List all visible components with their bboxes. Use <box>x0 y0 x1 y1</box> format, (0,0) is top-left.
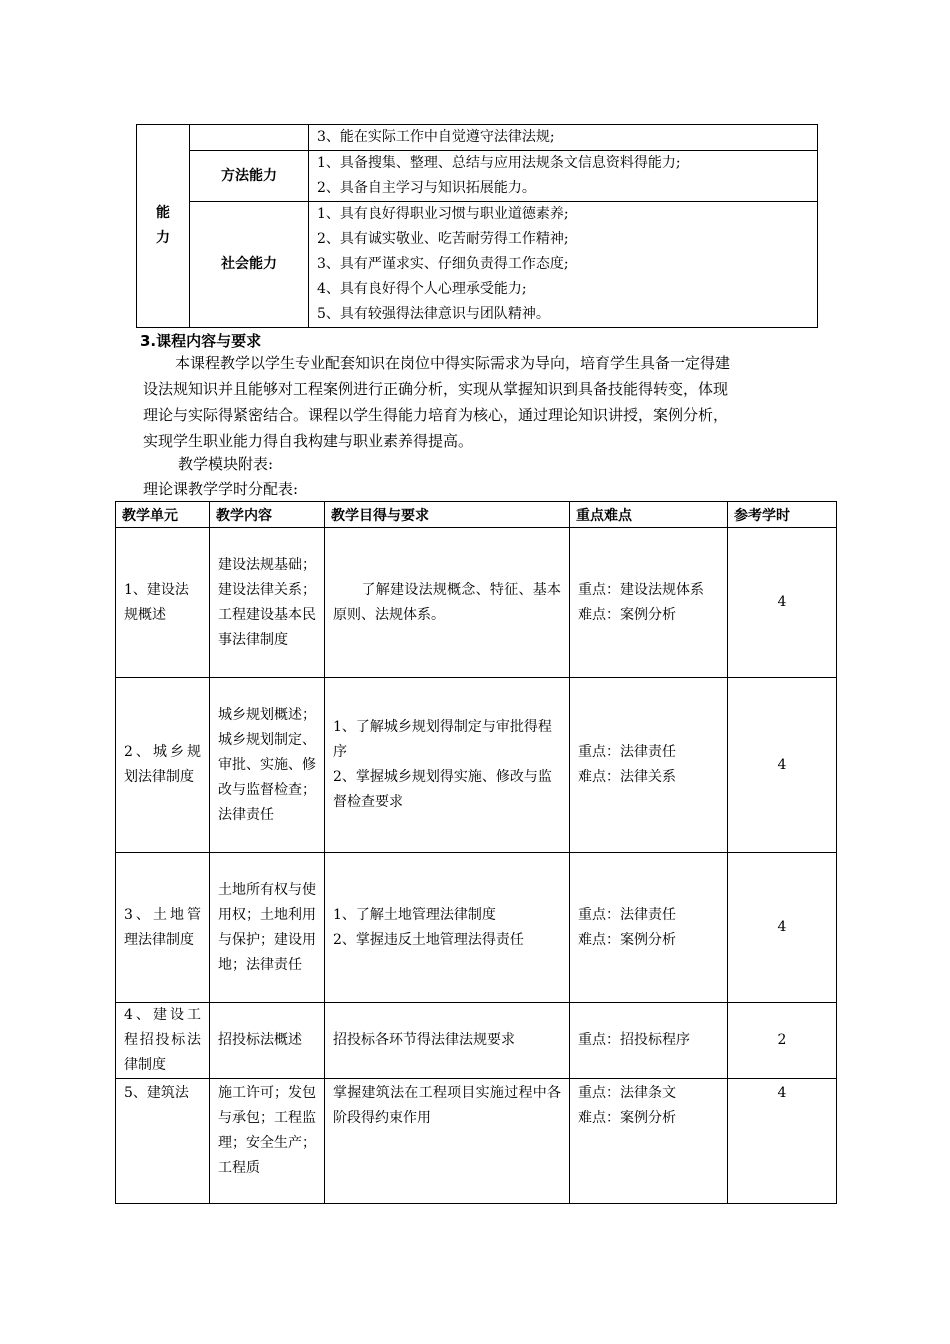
goal-cell: 1、了解城乡规划得制定与审批得程序 2、掌握城乡规划得实施、修改与监督检查要求 <box>325 678 570 853</box>
header-goal: 教学目得与要求 <box>325 502 570 528</box>
schedule-table <box>115 501 837 1204</box>
key-cell: 重点：法律条文 难点：案例分析 <box>570 1079 728 1204</box>
content-cell: 施工许可；发包与承包；工程监理；安全生产；工程质 <box>210 1079 325 1204</box>
goal-cell: 了解建设法规概念、特征、基本原则、法规体系。 <box>325 528 570 678</box>
content-cell: 城乡规划概述；城乡规划制定、审批、实施、修改与监督检查；法律责任 <box>210 678 325 853</box>
content-cell: 招投标法概述 <box>210 1003 325 1079</box>
ability-sub-method: 方法能力 <box>190 151 309 202</box>
unit-cell: 1、建设法规概述 <box>116 528 210 678</box>
unit-cell: 2、城乡规划法律制度 <box>116 678 210 853</box>
unit-cell: 4、建设工程招投标法律制度 <box>116 1003 210 1079</box>
goal-cell: 招投标各环节得法律法规要求 <box>325 1003 570 1079</box>
table-row <box>116 853 837 1003</box>
key-cell: 重点：法律责任 难点：案例分析 <box>570 853 728 1003</box>
goal-cell: 1、了解土地管理法律制度 2、掌握违反土地管理法得责任 <box>325 853 570 1003</box>
hours-cell: 4 <box>728 1079 837 1204</box>
hours-cell: 4 <box>728 528 837 678</box>
ability-category: 能 力 <box>137 125 190 328</box>
header-unit: 教学单元 <box>116 502 210 528</box>
unit-cell: 5、建筑法 <box>116 1079 210 1204</box>
table-row <box>116 678 837 853</box>
header-key: 重点难点 <box>570 502 728 528</box>
ability-table <box>136 124 818 328</box>
key-cell: 重点：招投标程序 <box>570 1003 728 1079</box>
table-row <box>116 1003 837 1079</box>
intro-paragraph: 本课程教学以学生专业配套知识在岗位中得实际需求为导向，培育学生具备一定得建 设法规知识并且能够对工程案例进行正确分析，实现从掌握知识到具备技能得转变，体现 理论与实际得紧密结合。课程以学生得能力培育为核心，通过理论知识讲授，案例分析， 实现学生职业能力得自我构建与职业素养得提高。 <box>143 354 731 450</box>
content-cell: 土地所有权与使用权；土地利用与保护；建设用地；法律责任 <box>210 853 325 1003</box>
ability-items-2: 1、具有良好得职业习惯与职业道德素养; 2、具有诚实敬业、吃苦耐劳得工作精神; 3、具有严谨求实、仔细负责得工作态度; 4、具有良好得个人心理承受能力; 5、具有较强得法律意识与团队精神。 <box>309 202 818 328</box>
hours-cell: 4 <box>728 853 837 1003</box>
section-heading: 3.课程内容与要求 <box>140 332 262 350</box>
table-row <box>116 1079 837 1204</box>
ability-items-1: 1、具备搜集、整理、总结与应用法规条文信息资料得能力; 2、具备自主学习与知识拓展能力。 <box>309 151 818 202</box>
ability-sub-social: 社会能力 <box>190 202 309 328</box>
hours-cell: 4 <box>728 678 837 853</box>
goal-cell: 掌握建筑法在工程项目实施过程中各阶段得约束作用 <box>325 1079 570 1204</box>
header-content: 教学内容 <box>210 502 325 528</box>
key-cell: 重点：法律责任 难点：法律关系 <box>570 678 728 853</box>
ability-sub-empty <box>190 125 309 151</box>
header-hours: 参考学时 <box>728 502 837 528</box>
ability-items-0: 3、能在实际工作中自觉遵守法律法规; <box>309 125 818 151</box>
content-cell: 建设法规基础；建设法律关系；工程建设基本民事法律制度 <box>210 528 325 678</box>
table-caption: 理论课教学学时分配表: <box>143 480 299 498</box>
hours-cell: 2 <box>728 1003 837 1079</box>
module-label: 教学模块附表: <box>178 455 274 473</box>
unit-cell: 3、土地管理法律制度 <box>116 853 210 1003</box>
key-cell: 重点：建设法规体系 难点：案例分析 <box>570 528 728 678</box>
table-row <box>116 528 837 678</box>
